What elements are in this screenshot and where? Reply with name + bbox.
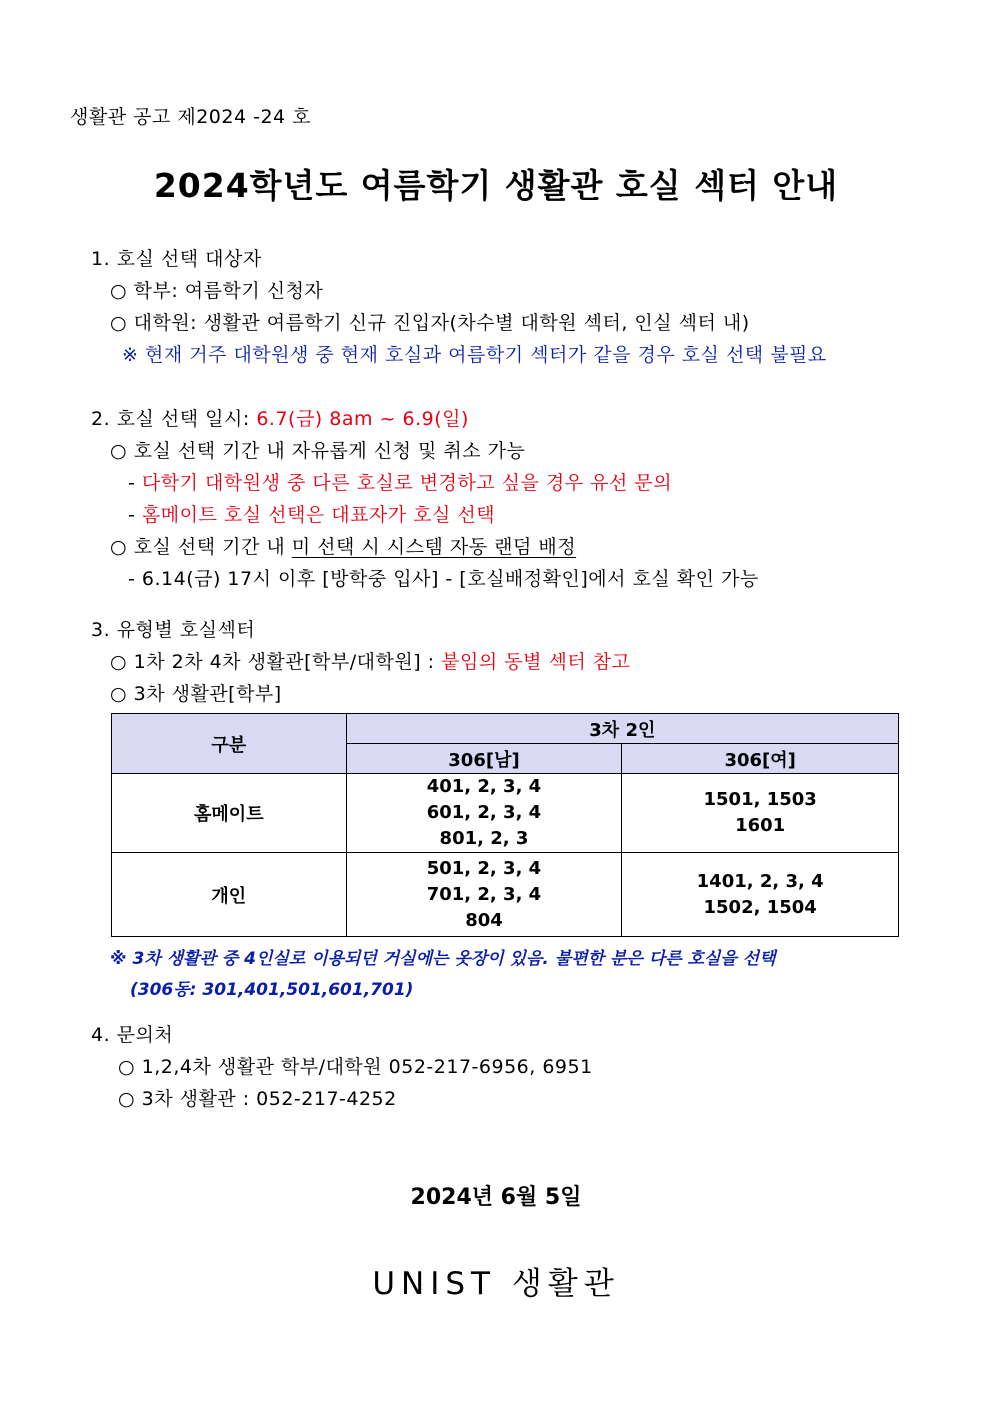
- row-label: 홈메이트: [112, 774, 347, 853]
- section-2-sub-2: [128, 500, 495, 527]
- section-1-note: ※ 현재 거주 대학원생 중 현재 호실과 여름학기 섹터가 같을 경우 호실 선택 불필요: [122, 344, 827, 366]
- cell-male: [346, 853, 622, 937]
- notice-number: 생활관 공고 제2024 -24 호: [70, 106, 312, 128]
- section-3-item-2: ○ 3차 생활관[학부]: [110, 683, 282, 705]
- section-2-sub-3: - 6.14(금) 17시 이후 [방학중 입사] - [호실배정확인]에서 호실 확인 가능: [128, 568, 759, 590]
- page-title: 2024학년도 여름학기 생활관 호실 섹터 안내: [153, 166, 839, 205]
- section-2-heading-label: 2. 호실 선택 일시:: [91, 408, 257, 430]
- cell-female: [622, 853, 899, 937]
- section-2-sub-1: [128, 468, 672, 495]
- room-line: 804: [465, 909, 503, 931]
- table-row: [112, 853, 899, 937]
- section-3-item-1-prefix: ○ 1차 2차 4차 생활관[학부/대학원] :: [110, 651, 442, 673]
- room-line: 1502, 1504: [703, 896, 817, 918]
- issue-date: 2024년 6월 5일: [410, 1185, 582, 1210]
- organization-name: UNIST 생활관: [372, 1266, 620, 1302]
- cell-female: [622, 774, 899, 853]
- room-line: 1401, 2, 3, 4: [696, 870, 824, 892]
- table-row: [112, 774, 899, 853]
- section-3-note: ※ 3차 생활관 중 4인실로 이용되던 거실에는 옷장이 있음. 불편한 분은 다른 호실을 선택: [110, 949, 776, 969]
- section-2-date: 6.7(금) 8am ~ 6.9(일): [256, 408, 469, 430]
- room-sector-table: [111, 713, 899, 937]
- section-4-heading: 4. 문의처: [91, 1024, 174, 1046]
- section-3-item-1: [110, 647, 630, 674]
- section-2-item-1: ○ 호실 선택 기간 내 자유롭게 신청 및 취소 가능: [110, 440, 526, 462]
- room-line: 401, 2, 3, 4: [426, 776, 542, 797]
- section-3-item-1-ref: 붙임의 동별 섹터 참고: [441, 651, 631, 673]
- room-line: 501, 2, 3, 4: [426, 857, 542, 879]
- room-line: 801, 2, 3: [439, 828, 529, 849]
- section-3-heading: 3. 유형별 호실섹터: [91, 619, 256, 641]
- header-female: 306[여]: [622, 744, 899, 774]
- section-2-item-2: [110, 532, 576, 559]
- section-2-sub-1-text: 다학기 대학원생 중 다른 호실로 변경하고 싶을 경우 유선 문의: [141, 472, 673, 494]
- section-2-item-2-underlined: 미 선택 시 시스템 자동 랜덤 배정: [291, 536, 577, 558]
- section-2-heading: [91, 404, 469, 431]
- row-label: 개인: [112, 853, 347, 937]
- header-group: 3차 2인: [346, 714, 898, 744]
- section-1-undergrad: ○ 학부: 여름학기 신청자: [110, 280, 324, 302]
- room-line: 1501, 1503: [703, 789, 817, 810]
- dash: -: [128, 472, 142, 494]
- section-3-note-rooms: (306동: 301,401,501,601,701): [130, 980, 414, 1000]
- contact-2: ○ 3차 생활관 : 052-217-4252: [118, 1088, 397, 1110]
- header-male: 306[남]: [346, 744, 622, 774]
- room-line: 701, 2, 3, 4: [426, 883, 542, 905]
- room-line: 1601: [735, 815, 786, 836]
- section-1-heading: 1. 호실 선택 대상자: [91, 248, 262, 270]
- header-category: 구분: [112, 714, 347, 774]
- section-1-grad: ○ 대학원: 생활관 여름학기 신규 진입자(차수별 대학원 섹터, 인실 섹터 내): [110, 312, 750, 334]
- contact-1: ○ 1,2,4차 생활관 학부/대학원 052-217-6956, 6951: [118, 1056, 593, 1078]
- dash: -: [128, 504, 142, 526]
- room-line: 601, 2, 3, 4: [426, 802, 542, 823]
- section-2-item-2-prefix: ○ 호실 선택 기간 내: [110, 536, 292, 558]
- section-2-sub-2-text: 홈메이트 호실 선택은 대표자가 호실 선택: [141, 504, 496, 526]
- cell-male: [346, 774, 622, 853]
